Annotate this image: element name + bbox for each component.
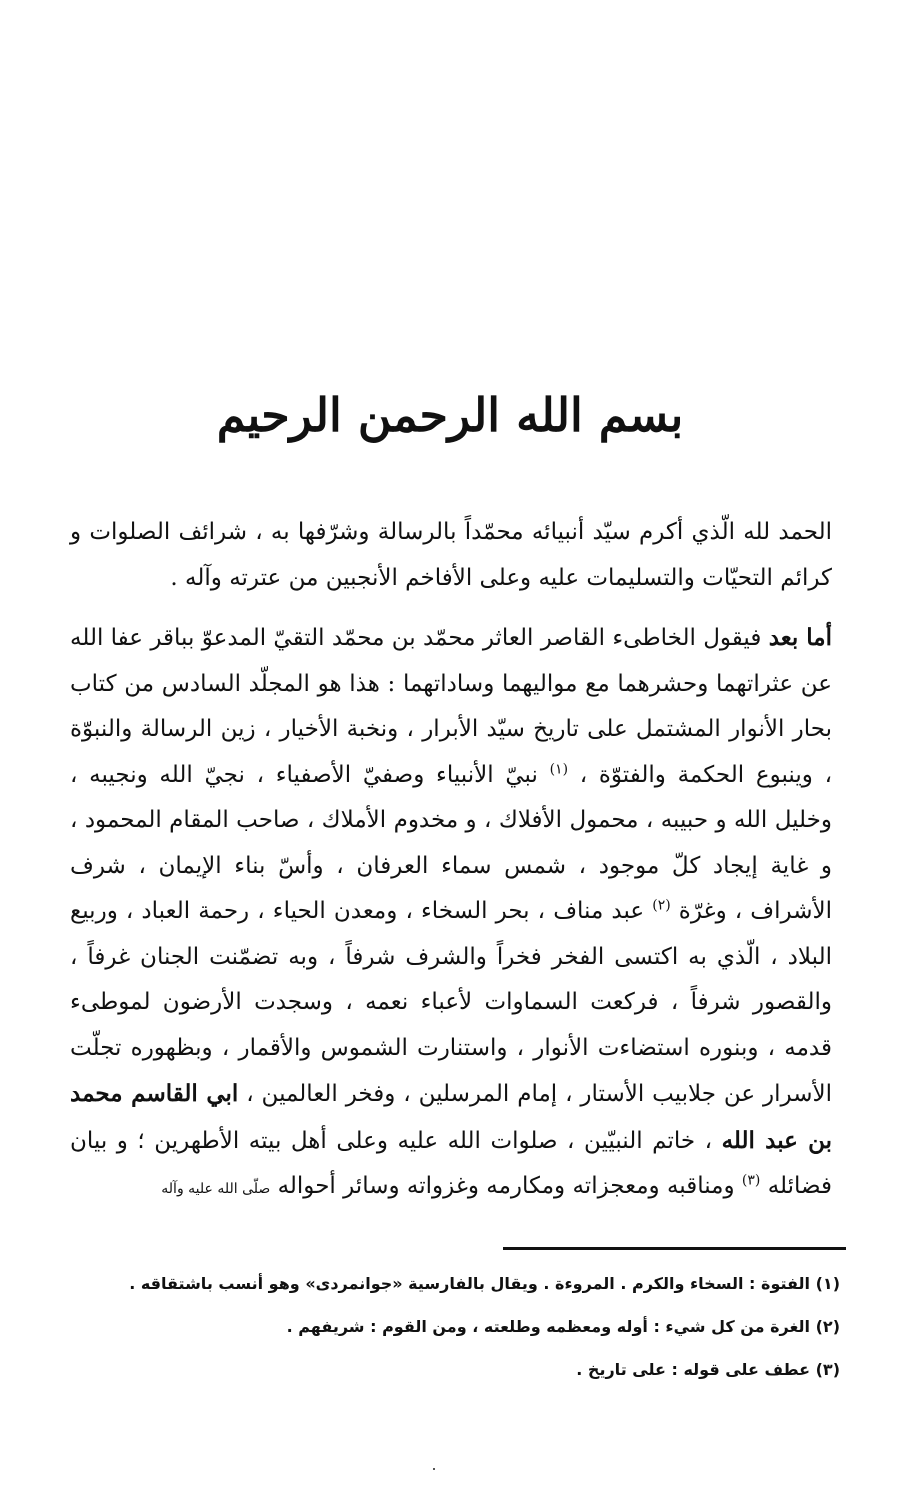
footnotes xyxy=(129,1262,840,1391)
intro-paragraph: الحمد لله الّذي أكرم سيّد أنبيائه محمّداً بالرسالة وشرّفها به ، شرائف الصلوات و كرائم التحيّات والتسليمات عليه وعلى الأفاخم الأنجبين من عترته وآله . xyxy=(70,519,832,591)
lead-words: أما بعد xyxy=(768,624,832,651)
page-speck xyxy=(433,1468,435,1470)
main-text-1: فيقول الخاطىء القاصر العاثر محمّد بن محمّد التقيّ المدعوّ بباقر عفا الله عن عثراتهما وحشرهما مع مواليهما وساداتهما : هذا هو المجلّد السادس من كتاب بحار الأنوار المشتمل على تاريخ سيّد الأبرار ، ونخبة الأخيار ، زين الرسالة والنبوّة ، وينبوع الحكمة والفتوّة ، xyxy=(70,625,833,788)
footnote-1: (١) الفتوة : السخاء والكرم . المروءة . ويقال بالفارسية «جوانمردى» وهو أنسب باشتقاقه . xyxy=(129,1274,840,1293)
footnote-ref-2: (٢) xyxy=(652,897,671,914)
footnote-divider xyxy=(503,1247,846,1250)
main-text-4: ، خاتم النبيّين ، صلوات الله عليه وعلى أهل بيته الأطهرين ؛ و بيان فضائله xyxy=(70,1127,832,1199)
main-text-2: نبيّ الأنبياء وصفيّ الأصفياء ، نجيّ الله ونجيبه ، وخليل الله و حبيبه ، محمول الأفلاك ، و مخدوم الأملاك ، صاحب المقام المحمود ، و غاية إيجاد كلّ موجود ، شمس سماء العرفان ، وأسّ بناء الإيمان ، شرف الأشراف ، وغرّة xyxy=(70,761,832,924)
basmala-heading: بسم الله الرحمن الرحيم xyxy=(216,388,684,442)
salawat-mark: صلّى الله عليه وآله xyxy=(161,1181,271,1197)
main-text-3: عبد مناف ، بحر السخاء ، ومعدن الحياء ، رحمة العباد ، وربيع البلاد ، الّذي به اكتسى الفخر فخراً والشرف شرفاً ، وبه تضمّنت الجنان غرفاً ، والقصور شرفاً ، فركعت السماوات لأعباء نعمه ، وسجدت الأرضون لموطىء قدمه ، وبنوره استضاءت الأنوار ، واستنارت الشموس والأقمار ، وبظهوره تجلّت الأسرار عن جلابيب الأستار ، إمام المرسلين ، وفخر العالمين ، xyxy=(70,898,832,1107)
main-paragraph xyxy=(70,615,832,1213)
main-text-5: ومناقبه ومعجزاته ومكارمه وغزواته وسائر أحواله xyxy=(270,1173,742,1199)
body-text xyxy=(70,510,832,1227)
footnote-2: (٢) الغرة من كل شيء : أوله ومعظمه وطلعته ، ومن القوم : شريفهم . xyxy=(286,1317,840,1336)
footnote-ref-1: (١) xyxy=(549,760,569,777)
footnote-3: (٣) عطف على قوله : على تاريخ . xyxy=(576,1360,840,1379)
prophet-name: ابي القاسم محمد بن عبد الله xyxy=(70,1080,832,1154)
footnote-ref-3: (٣) xyxy=(741,1172,761,1189)
